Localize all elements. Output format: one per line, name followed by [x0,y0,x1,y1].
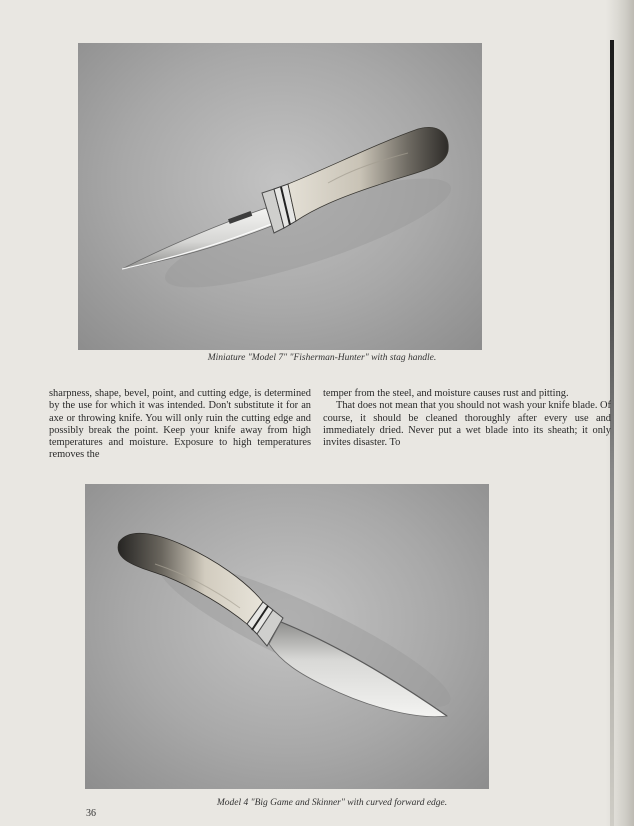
page-number: 36 [86,808,96,819]
knife-illustration-bottom [85,484,489,789]
photo-fisherman-hunter-knife [78,43,482,350]
body-paragraph: sharpness, shape, bevel, point, and cutting edge, is determined by the use for which it was intended. Don't substitute it for an axe or throwing knife. You will only ruin the cutting edge and possibly break the point. Keep your knife away from high temperatures and moisture. Exposure to high temperatures removes the [49,388,311,461]
text-column-left [49,388,311,462]
text-column-right [323,388,611,449]
photo-caption-bottom: Model 4 "Big Game and Skinner" with curved forward edge. [216,798,448,808]
body-paragraph: That does not mean that you should not wash your knife blade. Of course, it should be cleaned thoroughly after every use and immediately dried. Never put a wet blade into its sheath; it only invites disaster. To [323,400,612,449]
photo-caption-top: Miniature "Model 7" "Fisherman-Hunter" with stag handle. [207,353,437,363]
knife-illustration-top [78,43,482,350]
body-paragraph: temper from the steel, and moisture causes rust and pitting. [323,388,569,399]
photo-big-game-skinner-knife [85,484,489,789]
